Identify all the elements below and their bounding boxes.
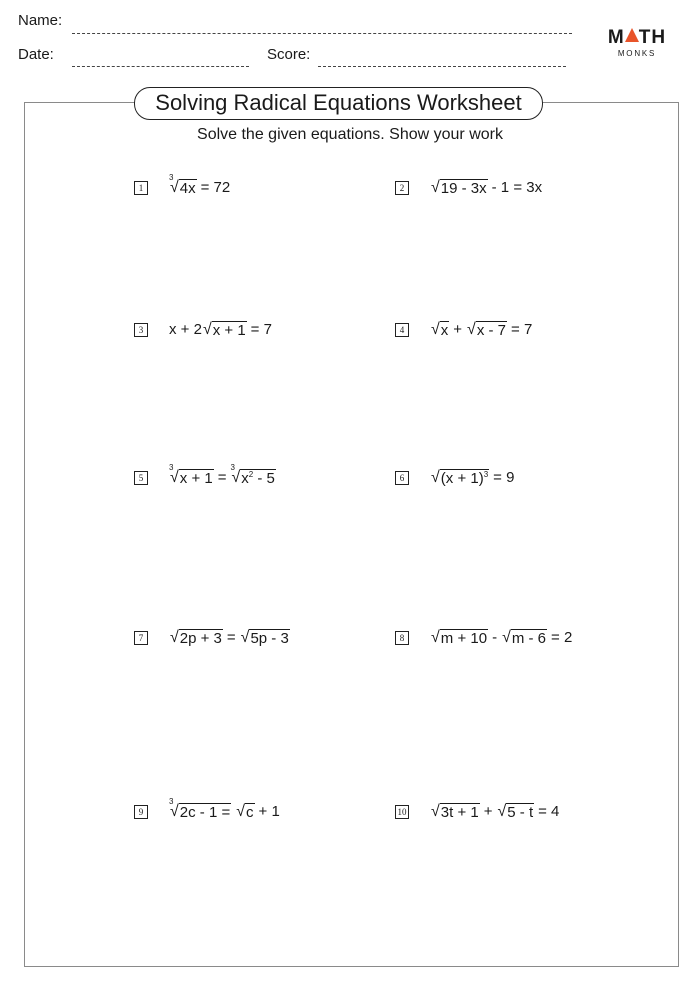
problem-4: [395, 319, 532, 341]
name-label: Name:: [18, 12, 63, 29]
radicand: x + 1: [212, 322, 246, 339]
equation-operator: +: [483, 803, 493, 820]
logo-subtitle: MONKS: [617, 49, 657, 58]
radical-sign: √: [240, 629, 250, 646]
radical-sign: √: [431, 321, 440, 338]
radicand-base: x: [241, 470, 249, 487]
name-field[interactable]: [72, 33, 572, 34]
radicand: m - 6: [511, 630, 547, 647]
cube-root: [169, 173, 197, 197]
radicand: [240, 469, 276, 487]
square-root: [431, 469, 489, 487]
equation: [169, 797, 280, 821]
radicand: x: [440, 322, 449, 339]
problem-5: [134, 463, 276, 489]
problem-3: [134, 319, 272, 341]
radicand: 5 - t: [507, 804, 534, 821]
equation: [430, 179, 542, 197]
equation-operator: =: [226, 629, 236, 646]
equation-rest: = 9: [493, 469, 515, 486]
problem-9: [134, 797, 280, 823]
problem-number: 8: [395, 631, 409, 645]
problem-2: [395, 177, 542, 199]
radicand: [440, 469, 489, 487]
radical-sign: √: [170, 179, 179, 196]
radical-sign: √: [231, 469, 241, 486]
radicand: x - 7: [476, 322, 507, 339]
radical-sign: √: [170, 469, 179, 486]
radicand: x + 1: [179, 470, 213, 487]
radical-sign: √: [170, 803, 179, 820]
square-root: [203, 321, 247, 339]
equation: [169, 173, 231, 197]
equation-part: x + 2: [169, 321, 202, 338]
square-root: [431, 629, 488, 647]
equation-rest: = 2: [551, 629, 573, 646]
problem-number: 3: [134, 323, 148, 337]
problem-number: 7: [134, 631, 148, 645]
equation: [169, 629, 290, 647]
radicand-base: (x + 1): [440, 470, 484, 487]
root-index: 3: [169, 173, 174, 182]
radicand: c: [246, 804, 254, 821]
problem-1: [134, 173, 231, 199]
exponent: 2: [248, 470, 254, 479]
root-index: 3: [169, 463, 174, 472]
problem-6: [395, 467, 514, 489]
radical-sign: √: [467, 321, 476, 338]
problem-number: 6: [395, 471, 409, 485]
square-root: [498, 803, 535, 821]
equation: [169, 321, 272, 339]
radical-sign: √: [502, 629, 511, 646]
logo-word-end: TH: [638, 27, 667, 48]
equation-rest: = 7: [511, 321, 533, 338]
equation-rest: = 72: [200, 179, 231, 196]
equation-rest: + 1: [258, 803, 280, 820]
radical-sign: √: [236, 803, 246, 820]
radical-sign: √: [431, 803, 440, 820]
problem-number: 9: [134, 805, 148, 819]
radicand: m + 10: [440, 630, 488, 647]
equation: [430, 629, 572, 647]
square-root: [236, 803, 254, 821]
root-index: 3: [230, 463, 235, 472]
problem-number: 4: [395, 323, 409, 337]
equation-operator: =: [217, 469, 227, 486]
worksheet-title: Solving Radical Equations Worksheet: [134, 87, 543, 120]
radicand: 3t + 1: [440, 804, 479, 821]
cube-root: [169, 463, 214, 487]
radicand-rest: - 5: [257, 470, 275, 487]
equation: [430, 321, 532, 339]
score-label: Score:: [267, 46, 311, 63]
cube-root: [230, 463, 275, 487]
square-root: [467, 321, 507, 339]
equation: [430, 803, 559, 821]
math-monks-logo: [605, 28, 669, 58]
equation-rest: = 4: [538, 803, 560, 820]
square-root: [431, 803, 480, 821]
root-index: 3: [169, 797, 174, 806]
square-root: [431, 179, 488, 197]
logo-triangle-icon: [625, 28, 639, 42]
equation: [430, 469, 514, 487]
exponent: 3: [483, 470, 489, 479]
equation-operator: -: [492, 629, 498, 646]
square-root: [170, 629, 223, 647]
worksheet-frame: [24, 102, 679, 967]
equation-rest: - 1 = 3x: [491, 179, 543, 196]
radicand: 2p + 3: [179, 630, 222, 647]
date-field[interactable]: [72, 66, 249, 67]
radicand: 2c - 1 =: [179, 804, 231, 821]
radicand: 5p - 3: [250, 630, 289, 647]
radical-sign: √: [170, 629, 179, 646]
problem-number: 10: [395, 805, 409, 819]
problem-8: [395, 627, 572, 649]
radical-sign: √: [431, 469, 440, 486]
radical-sign: √: [497, 803, 507, 820]
square-root: [241, 629, 290, 647]
problem-number: 5: [134, 471, 148, 485]
instructions: Solve the given equations. Show your work: [197, 126, 503, 143]
problem-number: 2: [395, 181, 409, 195]
equation: [169, 463, 276, 487]
equation-rest: = 7: [250, 321, 272, 338]
logo-word-start: M: [607, 27, 625, 48]
problem-7: [134, 627, 290, 649]
radical-sign: √: [431, 629, 440, 646]
cube-root: [169, 797, 231, 821]
radical-sign: √: [202, 321, 212, 338]
radicand: 19 - 3x: [440, 180, 487, 197]
problem-10: [395, 801, 559, 823]
equation-operator: +: [453, 321, 463, 338]
date-label: Date:: [18, 46, 54, 63]
square-root: [431, 321, 449, 339]
square-root: [502, 629, 547, 647]
radical-sign: √: [431, 179, 440, 196]
score-field[interactable]: [318, 66, 566, 67]
problem-number: 1: [134, 181, 148, 195]
radicand: 4x: [179, 180, 196, 197]
